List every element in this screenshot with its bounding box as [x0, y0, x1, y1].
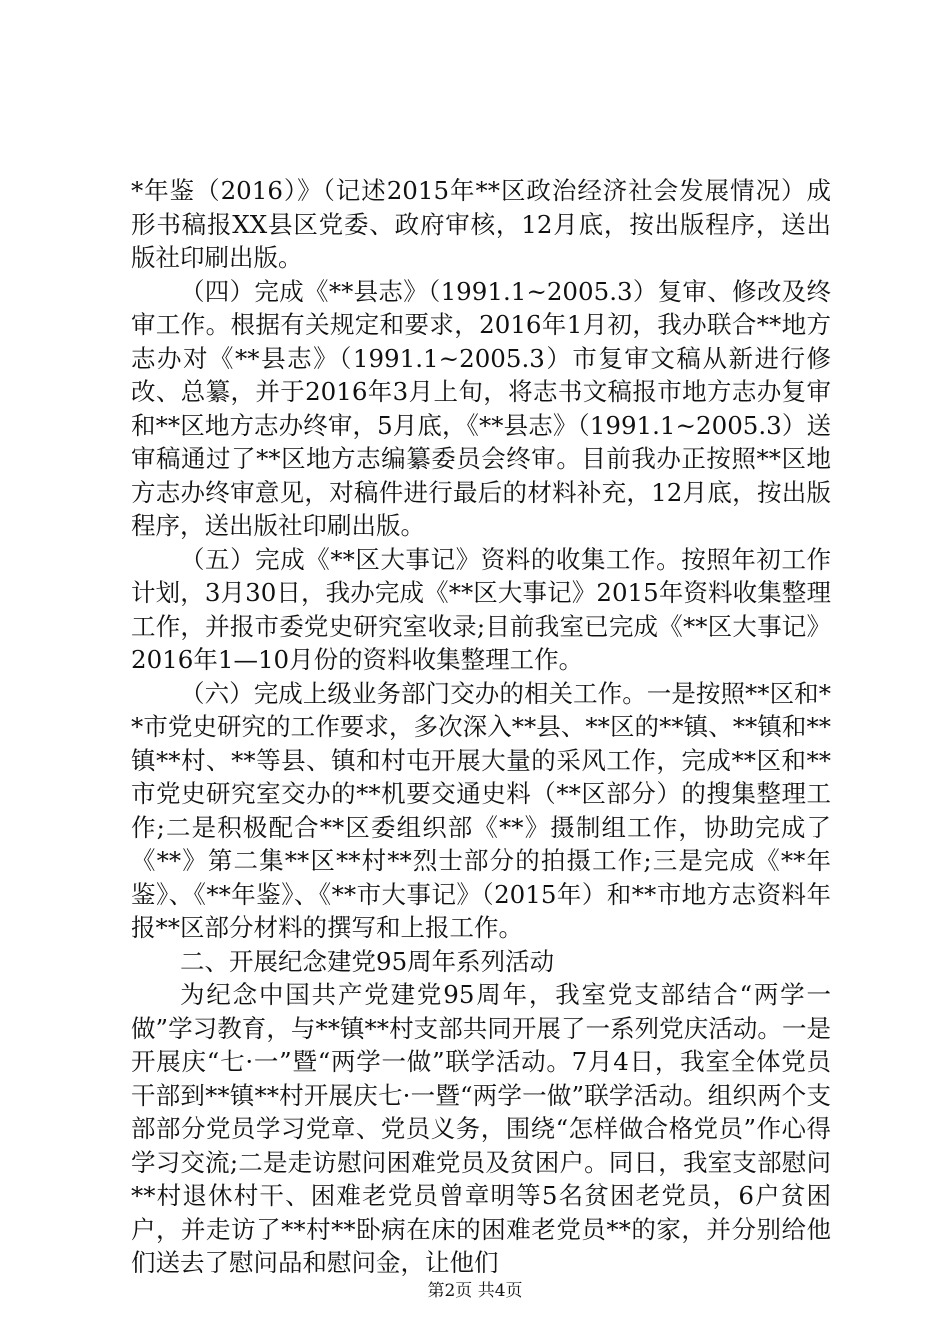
paragraph-chronicle: （五）完成《**区大事记》资料的收集工作。按照年初工作计划，3月30日，我办完成《**区大事记》2015年资料收集整理工作，并报市委党史研究室收录;目前我室已完成《**区大事记》2016年1—10月份的资料收集整理工作。: [131, 544, 831, 674]
paragraph-county-annals: （四）完成《**县志》（1991.1~2005.3）复审、修改及终审工作。根据有关规定和要求，2016年1月初，我办联合**地方志办对《**县志》（1991.1~2005.3）市复审文稿从新进行修改、总纂，并于2016年3月上旬，将志书文稿报市地方志办复审和**区地方志办终审，5月底，《**县志》（1991.1~2005.3）送审稿通过了**区地方志编纂委员会终审。目前我办正按照**区地方志办终审意见，对稿件进行最后的材料补充，12月底，按出版程序，送出版社印刷出版。: [131, 276, 831, 540]
page-number-footer: 第2页 共4页: [427, 1281, 523, 1301]
paragraph-continuation: *年鉴（2016）》（记述2015年**区政治经济社会发展情况）成形书稿报XX县区党委、政府审核，12月底，按出版程序，送出版社印刷出版。: [131, 176, 831, 272]
paragraph-party-activities: 为纪念中国共产党建党95周年，我室党支部结合“两学一做”学习教育，与**镇**村支部共同开展了一系列党庆活动。一是开展庆“七·一”暨“两学一做”联学活动。7月4日，我室全体党员干部到**镇**村开展庆七·一暨“两学一做”联学活动。组织两个支部部分党员学习党章、党员义务，围绕“怎样做合格党员”作心得学习交流;二是走访慰问困难党员及贫困户。同日，我室支部慰问**村退休村干、困难老党员曾章明等5名贫困老党员，6户贫困户，并走访了**村**卧病在床的困难老党员**的家，并分别给他们送去了慰问品和慰问金，让他们: [131, 980, 831, 1277]
paragraph-superior-tasks: （六）完成上级业务部门交办的相关工作。一是按照**区和**市党史研究的工作要求，多次深入**县、**区的**镇、**镇和**镇**村、**等县、镇和村屯开展大量的采风工作，完成**区和**市党史研究室交办的**机要交通史料（**区部分）的搜集整理工作;二是积极配合**区委组织部《**》摄制组工作，协助完成了《**》第二集**区**村**烈士部分的拍摄工作;三是完成《**年鉴》、《**年鉴》、《**市大事记》（2015年）和**市地方志资料年报**区部分材料的撰写和上报工作。: [131, 678, 831, 942]
document-body: [131, 174, 831, 1280]
section-heading: 二、开展纪念建党95周年系列活动: [180, 946, 555, 976]
